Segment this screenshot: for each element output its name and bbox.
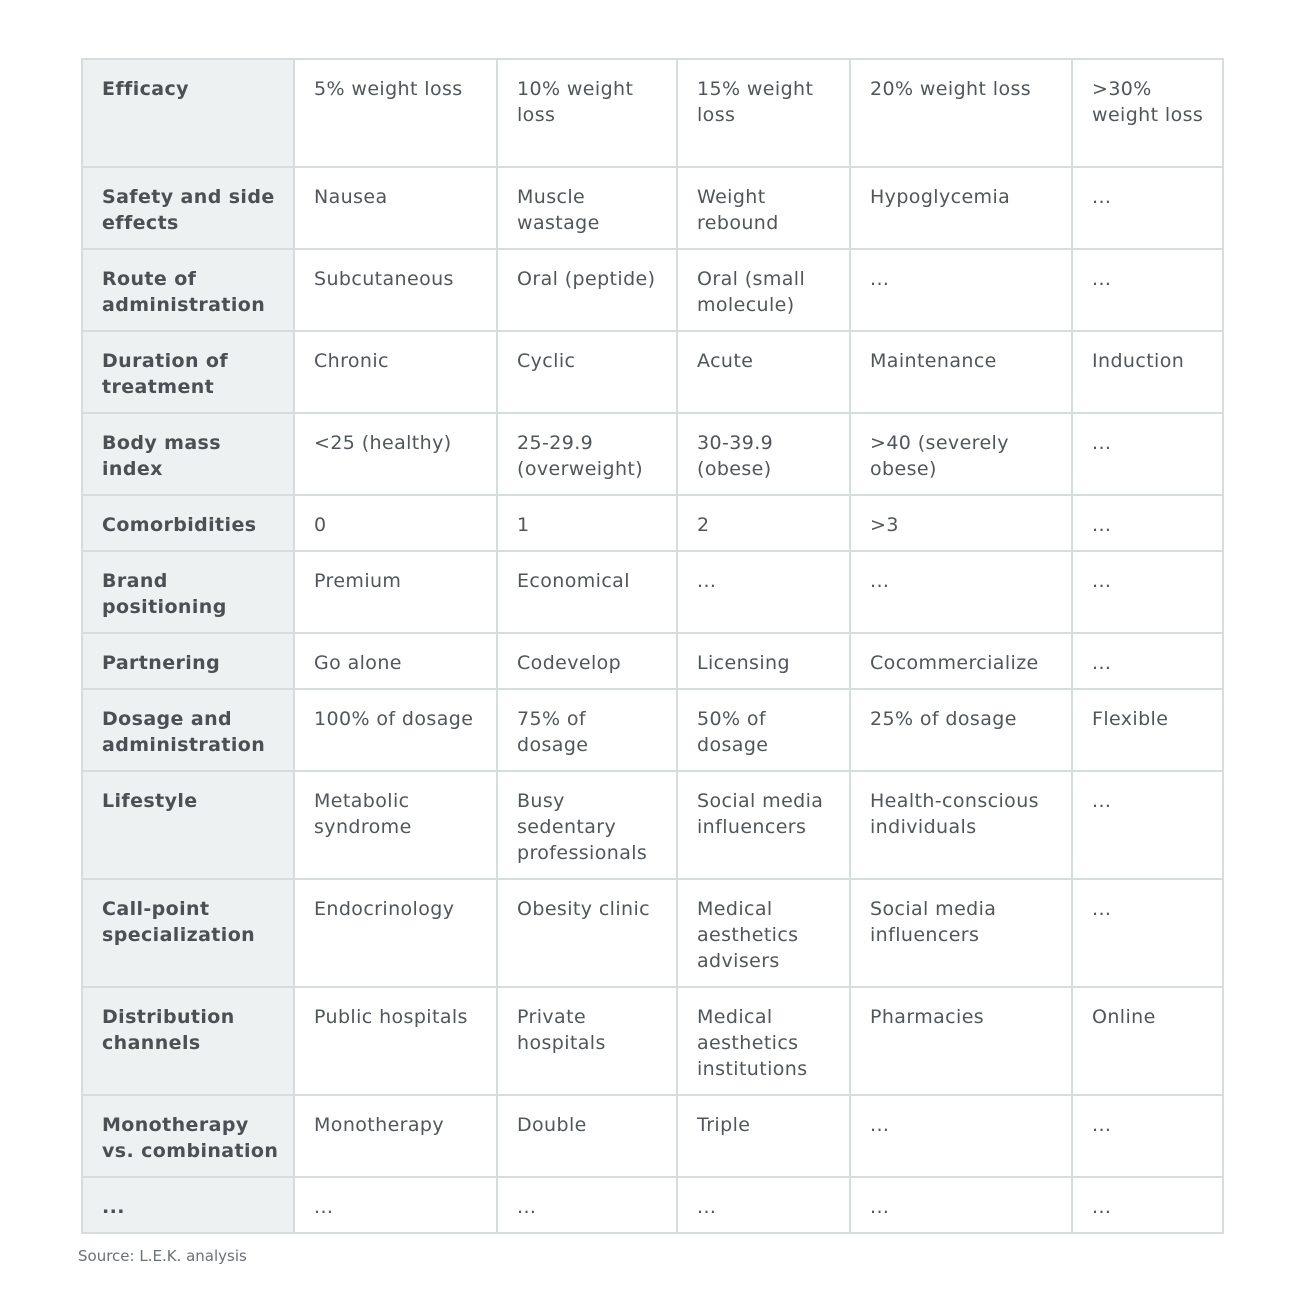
table-row <box>82 771 1223 879</box>
table-cell: Hypoglycemia <box>850 167 1072 249</box>
table-cell: ... <box>850 1095 1072 1177</box>
table-cell: 25-29.9 (overweight) <box>497 413 677 495</box>
row-header: ... <box>82 1177 294 1233</box>
table-cell: 20% weight loss <box>850 59 1072 167</box>
table-cell: 0 <box>294 495 497 551</box>
table-row <box>82 1177 1223 1233</box>
table-cell: ... <box>1072 495 1223 551</box>
table-cell: ... <box>677 1177 850 1233</box>
table-cell: Subcutaneous <box>294 249 497 331</box>
table-cell: Pharmacies <box>850 987 1072 1095</box>
table-cell: Codevelop <box>497 633 677 689</box>
table-cell: Private hospitals <box>497 987 677 1095</box>
row-header: Safety and side effects <box>82 167 294 249</box>
table-cell: Weight rebound <box>677 167 850 249</box>
table-cell: Flexible <box>1072 689 1223 771</box>
table-cell: ... <box>1072 249 1223 331</box>
table-cell: Go alone <box>294 633 497 689</box>
table-cell: Cocommercialize <box>850 633 1072 689</box>
table-row <box>82 331 1223 413</box>
table-cell: 75% of dosage <box>497 689 677 771</box>
table-row <box>82 167 1223 249</box>
table-cell: 10% weight loss <box>497 59 677 167</box>
row-header: Call-point specialization <box>82 879 294 987</box>
table-row <box>82 551 1223 633</box>
row-header: Dosage and administration <box>82 689 294 771</box>
table-cell: Social media influencers <box>850 879 1072 987</box>
table-cell: Metabolic syndrome <box>294 771 497 879</box>
row-header: Lifestyle <box>82 771 294 879</box>
table-cell: Triple <box>677 1095 850 1177</box>
table-cell: Economical <box>497 551 677 633</box>
row-header: Brand positioning <box>82 551 294 633</box>
table-cell: 50% of dosage <box>677 689 850 771</box>
table-cell: ... <box>1072 1177 1223 1233</box>
row-header: Monotherapy vs. combination <box>82 1095 294 1177</box>
table-cell: Premium <box>294 551 497 633</box>
table-cell: Public hospitals <box>294 987 497 1095</box>
table-cell: Busy sedentary professionals <box>497 771 677 879</box>
table-cell: ... <box>850 249 1072 331</box>
table-cell: Endocrinology <box>294 879 497 987</box>
table-cell: ... <box>677 551 850 633</box>
options-table-body <box>82 59 1223 1233</box>
table-row <box>82 249 1223 331</box>
options-table <box>81 58 1224 1234</box>
table-cell: 30-39.9 (obese) <box>677 413 850 495</box>
table-cell: Health-conscious individuals <box>850 771 1072 879</box>
table-cell: ... <box>1072 551 1223 633</box>
table-cell: >40 (severely obese) <box>850 413 1072 495</box>
table-cell: ... <box>1072 167 1223 249</box>
table-row <box>82 987 1223 1095</box>
table-row <box>82 413 1223 495</box>
table-cell: 15% weight loss <box>677 59 850 167</box>
table-cell: Social media influencers <box>677 771 850 879</box>
table-cell: >30% weight loss <box>1072 59 1223 167</box>
table-cell: Online <box>1072 987 1223 1095</box>
table-cell: Muscle wastage <box>497 167 677 249</box>
row-header: Distribution channels <box>82 987 294 1095</box>
table-row <box>82 1095 1223 1177</box>
table-cell: Cyclic <box>497 331 677 413</box>
table-cell: 2 <box>677 495 850 551</box>
table-cell: Monotherapy <box>294 1095 497 1177</box>
table-cell: ... <box>497 1177 677 1233</box>
table-cell: ... <box>1072 771 1223 879</box>
table-cell: >3 <box>850 495 1072 551</box>
table-row <box>82 633 1223 689</box>
table-cell: Medical aesthetics advisers <box>677 879 850 987</box>
table-row <box>82 495 1223 551</box>
row-header: Route of administration <box>82 249 294 331</box>
table-row <box>82 689 1223 771</box>
table-cell: Obesity clinic <box>497 879 677 987</box>
table-cell: 1 <box>497 495 677 551</box>
row-header: Duration of treatment <box>82 331 294 413</box>
source-note: Source: L.E.K. analysis <box>78 1247 247 1265</box>
table-cell: Induction <box>1072 331 1223 413</box>
table-cell: Oral (small molecule) <box>677 249 850 331</box>
table-cell: ... <box>1072 633 1223 689</box>
row-header: Body mass index <box>82 413 294 495</box>
table-cell: Acute <box>677 331 850 413</box>
table-cell: 25% of dosage <box>850 689 1072 771</box>
row-header: Comorbidities <box>82 495 294 551</box>
table-cell: Licensing <box>677 633 850 689</box>
table-cell: ... <box>850 551 1072 633</box>
table-cell: Chronic <box>294 331 497 413</box>
table-cell: ... <box>294 1177 497 1233</box>
table-cell: <25 (healthy) <box>294 413 497 495</box>
table-cell: Oral (peptide) <box>497 249 677 331</box>
row-header: Partnering <box>82 633 294 689</box>
table-cell: 100% of dosage <box>294 689 497 771</box>
table-cell: 5% weight loss <box>294 59 497 167</box>
table-cell: Medical aesthetics institutions <box>677 987 850 1095</box>
table-row <box>82 879 1223 987</box>
table-cell: ... <box>850 1177 1072 1233</box>
table-cell: Maintenance <box>850 331 1072 413</box>
table-cell: ... <box>1072 413 1223 495</box>
table-cell: Nausea <box>294 167 497 249</box>
table-row <box>82 59 1223 167</box>
row-header: Efficacy <box>82 59 294 167</box>
table-cell: ... <box>1072 879 1223 987</box>
table-cell: ... <box>1072 1095 1223 1177</box>
table-cell: Double <box>497 1095 677 1177</box>
